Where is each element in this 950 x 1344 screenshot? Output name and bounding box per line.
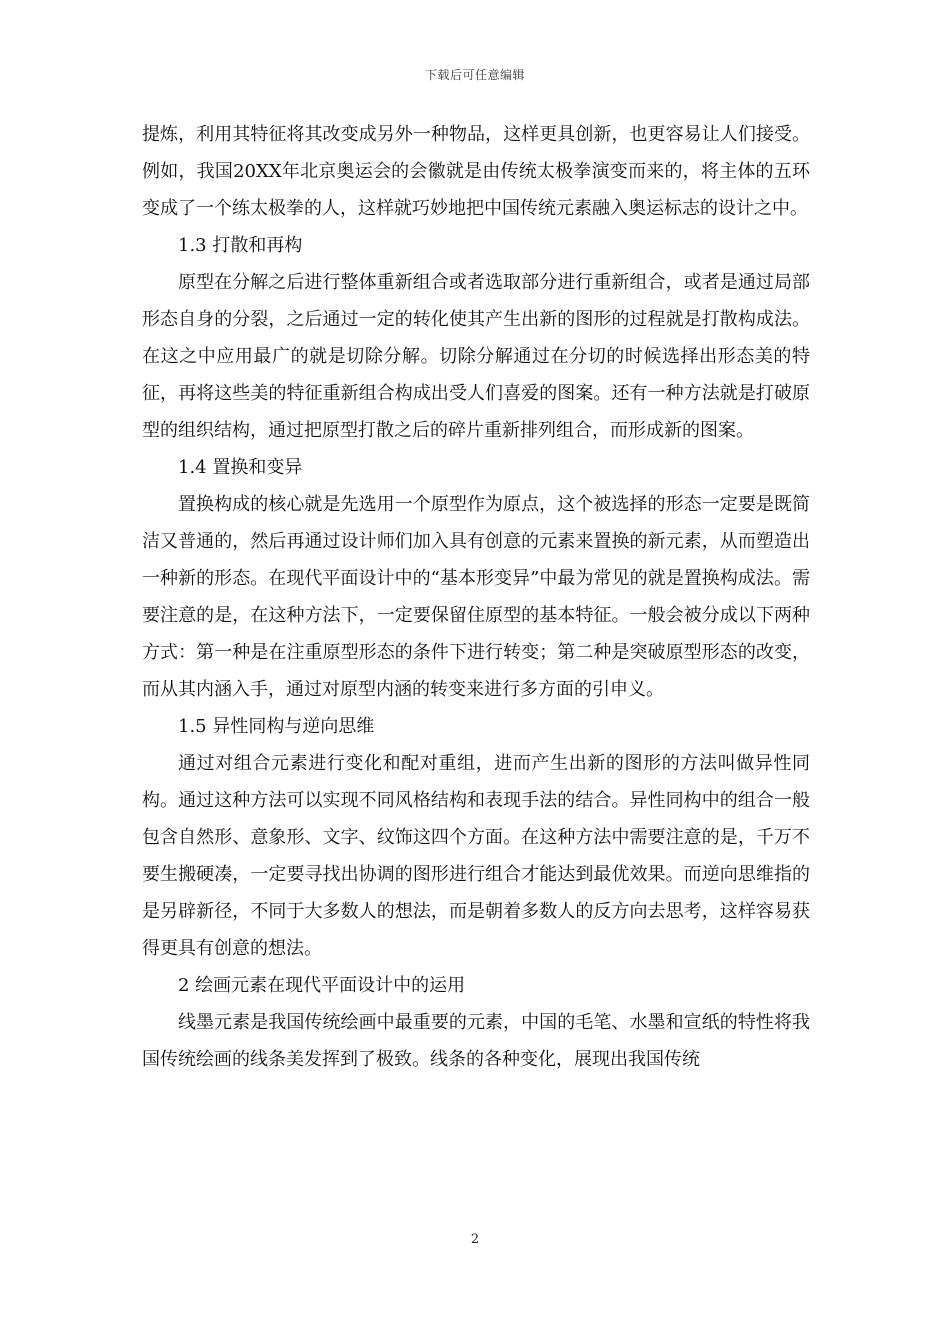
document-body (142, 116, 810, 1078)
section-heading-1-4: 1.4 置换和变异 (178, 457, 303, 478)
paragraph-ink-elements: 线墨元素是我国传统绘画中最重要的元素，中国的毛笔、水墨和宣纸的特性将我国传统绘画的线条美发挥到了极致。线条的各种变化，展现出我国传统 (142, 1012, 810, 1070)
page-header: 下载后可任意编辑 (424, 68, 525, 82)
paragraph-substitution: 置换构成的核心就是先选用一个原型作为原点，这个被选择的形态一定要是既简洁又普通的，然后再通过设计师们加入具有创意的元素来置换的新元素，从而塑造出一种新的形态。在现代平面设计中的“基本形变异”中最为常见的就是置换构成法。需要注意的是，在这种方法下，一定要保留住原型的基本特征。一般会被分成以下两种方式：第一种是在注重原型形态的条件下进行转变；第二种是突破原型形态的改变，而从其内涵入手，通过对原型内涵的转变来进行多方面的引申义。 (142, 494, 810, 700)
paragraph-continuation: 提炼，利用其特征将其改变成另外一种物品，这样更具创新，也更容易让人们接受。例如，我国20XX年北京奥运会的会徽就是由传统太极拳演变而来的，将主体的五环变成了一个练太极拳的人，这样就巧妙地把中国传统元素融入奥运标志的设计之中。 (142, 124, 810, 219)
paragraph-isomorphism: 通过对组合元素进行变化和配对重组，进而产生出新的图形的方法叫做异性同构。通过这种方法可以实现不同风格结构和表现手法的结合。异性同构中的组合一般包含自然形、意象形、文字、纹饰这四个方面。在这种方法中需要注意的是，千万不要生搬硬凑，一定要寻找出协调的图形进行组合才能达到最优效果。而逆向思维指的是另辟新径，不同于大多数人的想法，而是朝着多数人的反方向去思考，这样容易获得更具有创意的想法。 (142, 753, 810, 959)
page-number: 2 (470, 1232, 480, 1247)
section-heading-1-5: 1.5 异性同构与逆向思维 (178, 716, 375, 737)
section-heading-1-3: 1.3 打散和再构 (178, 235, 303, 256)
section-heading-2: 2 绘画元素在现代平面设计中的运用 (178, 975, 466, 996)
paragraph-dispersal: 原型在分解之后进行整体重新组合或者选取部分进行重新组合，或者是通过局部形态自身的分裂，之后通过一定的转化使其产生出新的图形的过程就是打散构成法。在这之中应用最广的就是切除分解。切除分解通过在分切的时候选择出形态美的特征，再将这些美的特征重新组合构成出受人们喜爱的图案。还有一种方法就是打破原型的组织结构，通过把原型打散之后的碎片重新排列组合，而形成新的图案。 (142, 272, 810, 441)
